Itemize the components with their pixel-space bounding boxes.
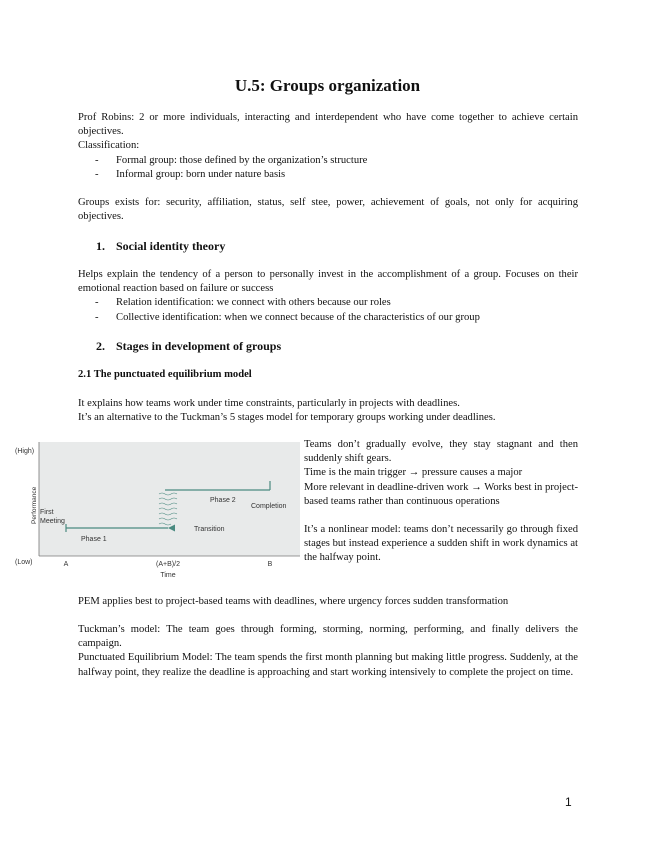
intro-section [78, 111, 578, 182]
y-low-label: (Low) [15, 559, 33, 566]
completion-label: Completion [251, 503, 287, 510]
x-axis-label: Time [160, 572, 176, 579]
comparison-section [78, 623, 578, 680]
section-number: 2. [96, 339, 105, 353]
x-tick-a: A [63, 561, 69, 568]
pem-intro [78, 397, 578, 425]
first-meeting-label: Meeting [40, 518, 65, 525]
transition-label: Transition [194, 526, 225, 533]
tuckman-text: Tuckman’s model: The team goes through forming, storming, norming, performing, and finally delivers the campaign. [78, 624, 578, 650]
list-item: - Formal group: those defined by the organization’s structure [78, 154, 578, 168]
plot-background [39, 442, 300, 556]
section-title: Social identity theory [116, 239, 226, 253]
phase1-label: Phase 1 [81, 536, 107, 543]
section-title: Stages in development of groups [116, 339, 282, 353]
subsection-heading: 2.1 The punctuated equilibrium model [78, 369, 252, 380]
section-heading-stages [96, 339, 281, 354]
side-paragraph: It’s a nonlinear model: teams don’t necessarily go through fixed stages but instead experience a sudden shift in work dynamics at the halfway point. [304, 524, 578, 564]
social-identity-section [78, 268, 578, 325]
list-item: - Informal group: born under nature basis [78, 168, 578, 182]
figure-side-text [304, 438, 578, 566]
side-paragraph: Teams don’t gradually evolve, they stay stagnant and then suddenly shift gears. [304, 439, 578, 465]
classification-list [78, 154, 578, 182]
pem-chart [15, 436, 300, 611]
identification-list [78, 296, 578, 324]
first-meeting-label: First [40, 509, 54, 516]
page-title: U.5: Groups organization [234, 76, 421, 95]
definition-text: Prof Robins: 2 or more individuals, interacting and interdependent who have come together to achieve certain objectives. [78, 112, 578, 138]
social-identity-body: Helps explain the tendency of a person to personally invest in the accomplishment of a group. Focuses on their emotional reaction based on failure or success [78, 269, 578, 295]
pem-intro-line: It explains how teams work under time constraints, particularly in projects with deadlines. [78, 398, 460, 409]
y-axis-label: Performance [31, 486, 38, 524]
page-number: 1 [565, 795, 572, 809]
phase2-label: Phase 2 [210, 497, 236, 504]
purpose-text: Groups exists for: security, affiliation, status, self stee, power, achievement of goals, not only for acquiring objectives. [78, 197, 578, 223]
classification-label: Classification: [78, 140, 140, 152]
pem-intro-line: It’s an alternative to the Tuckman’s 5 stages model for temporary groups working under deadlines. [78, 412, 496, 424]
list-item: - Collective identification: when we connect because of the characteristics of our group [78, 311, 578, 325]
x-tick-b: B [267, 561, 273, 568]
y-high-label: (High) [15, 448, 35, 455]
side-paragraph: More relevant in deadline-driven work → Works best in project-based teams rather than continuous operations [304, 481, 578, 507]
pem-example-text: Punctuated Equilibrium Model: The team spends the first month planning but making little progress. Suddenly, at the halfway point, they realize the deadline is approaching and start working intensively to complete the project on time. [78, 652, 578, 678]
x-tick-mid: (A+B)/2 [156, 561, 180, 568]
list-item: - Relation identification: we connect with others because our roles [78, 296, 578, 310]
pem-summary: PEM applies best to project-based teams with deadlines, where urgency forces sudden transformation [78, 596, 509, 607]
side-paragraph: Time is the main trigger → pressure causes a major [304, 467, 523, 479]
section-heading-social-identity [96, 239, 225, 254]
pem-figure [15, 436, 300, 611]
section-number: 1. [96, 239, 105, 253]
